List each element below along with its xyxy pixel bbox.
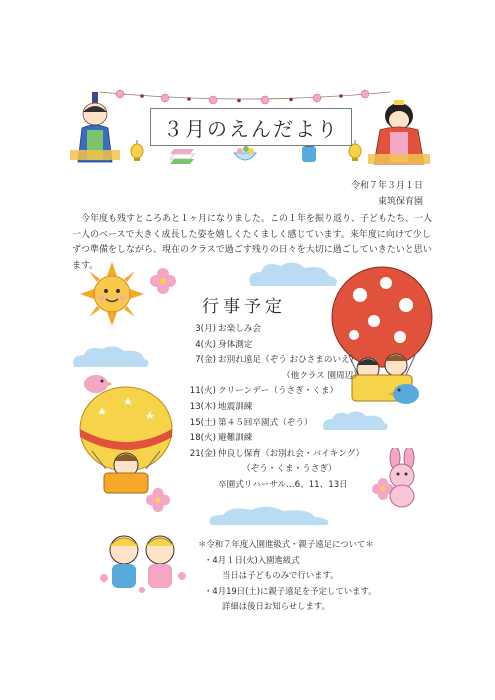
events-list (172, 322, 364, 494)
sun-icon (80, 262, 144, 326)
notice-heading: ＊令和７年度入園進級式・親子遠足について＊ (198, 539, 374, 549)
event-text: 避難訓練 (218, 433, 253, 444)
event-row (172, 431, 364, 447)
event-date: 3(月) (195, 324, 216, 334)
page-title: ３月のえんだより (150, 108, 352, 146)
flower-garland-icon (95, 84, 395, 108)
event-date: 4(火) (195, 339, 216, 350)
event-text: お楽しみ会 (218, 324, 261, 334)
event-row (172, 462, 364, 478)
rabbit-icon (378, 448, 426, 508)
events-heading: 行事予定 (202, 297, 286, 317)
event-text: （他クラス 園周辺） (282, 370, 362, 381)
event-text: 第４５回卒園式（ぞう） (218, 417, 313, 428)
event-row (172, 353, 364, 369)
event-row (172, 322, 364, 338)
event-text: （ぞう・くま・うさぎ） (242, 464, 337, 475)
issue-date: 令和７年３月１日 (350, 181, 423, 191)
notice-line: 詳細は後日お知らせします。 (222, 601, 330, 611)
organization-name: 東筑保育園 (377, 197, 423, 207)
event-row (172, 338, 364, 354)
event-text: お別れ遠足（ぞう おひさまのいえ） (218, 355, 359, 366)
event-date: 21(金) (189, 448, 216, 459)
event-row (172, 447, 364, 463)
event-row (172, 478, 364, 494)
cloud-icon (70, 345, 150, 369)
event-text: 身体測定 (218, 339, 253, 350)
event-text: 地震訓練 (218, 401, 253, 412)
bird-icon (82, 370, 112, 394)
notice-line: ・4月19日(土)に親子遠足を予定しています。 (204, 585, 377, 596)
event-date: 18(火) (189, 433, 216, 444)
notice-line: 当日は子どものみで行います。 (222, 570, 339, 580)
hina-arare-icon (232, 143, 258, 165)
hina-doll-female-icon (368, 100, 430, 166)
flower-icon (150, 268, 176, 294)
event-text: 仲良し保育（お別れ会・バイキング） (218, 448, 365, 459)
notice-block (198, 537, 377, 615)
flower-icon (146, 488, 170, 512)
event-text: 卒園式リハーサル…6、11、13日 (218, 479, 348, 490)
event-row (172, 400, 364, 416)
event-row (172, 384, 364, 400)
bird-icon (388, 378, 422, 406)
notice-line: ・4月１日(火)入園進級式 (204, 554, 300, 565)
event-text: クリーンデー（うさぎ・くま） (218, 386, 339, 397)
event-date: 7(金) (195, 355, 216, 366)
event-date: 13(木) (189, 401, 216, 412)
intro-paragraph: 今年度も残すところあと１ヶ月になりました。この１年を振り返り、子どもたち、一人一人のベースで大きく成長した姿を嬉しくたくましく感じています。来年度に向けて少しずつ準備をしながら、現在のクラスで過ごす残りの日々を大切に過ごしていきたいと思います。 (72, 214, 433, 271)
hina-doll-male-icon (70, 92, 130, 164)
cloud-icon (205, 505, 335, 527)
lantern-icon (130, 140, 144, 162)
children-icon (98, 528, 188, 594)
cloud-icon (245, 260, 341, 290)
hishi-mochi-icon (170, 145, 198, 165)
event-row (172, 416, 364, 432)
event-date: 15(土) (189, 417, 216, 428)
hot-air-balloon-icon (78, 385, 174, 497)
event-row (172, 369, 364, 385)
event-date: 11(火) (189, 386, 216, 397)
